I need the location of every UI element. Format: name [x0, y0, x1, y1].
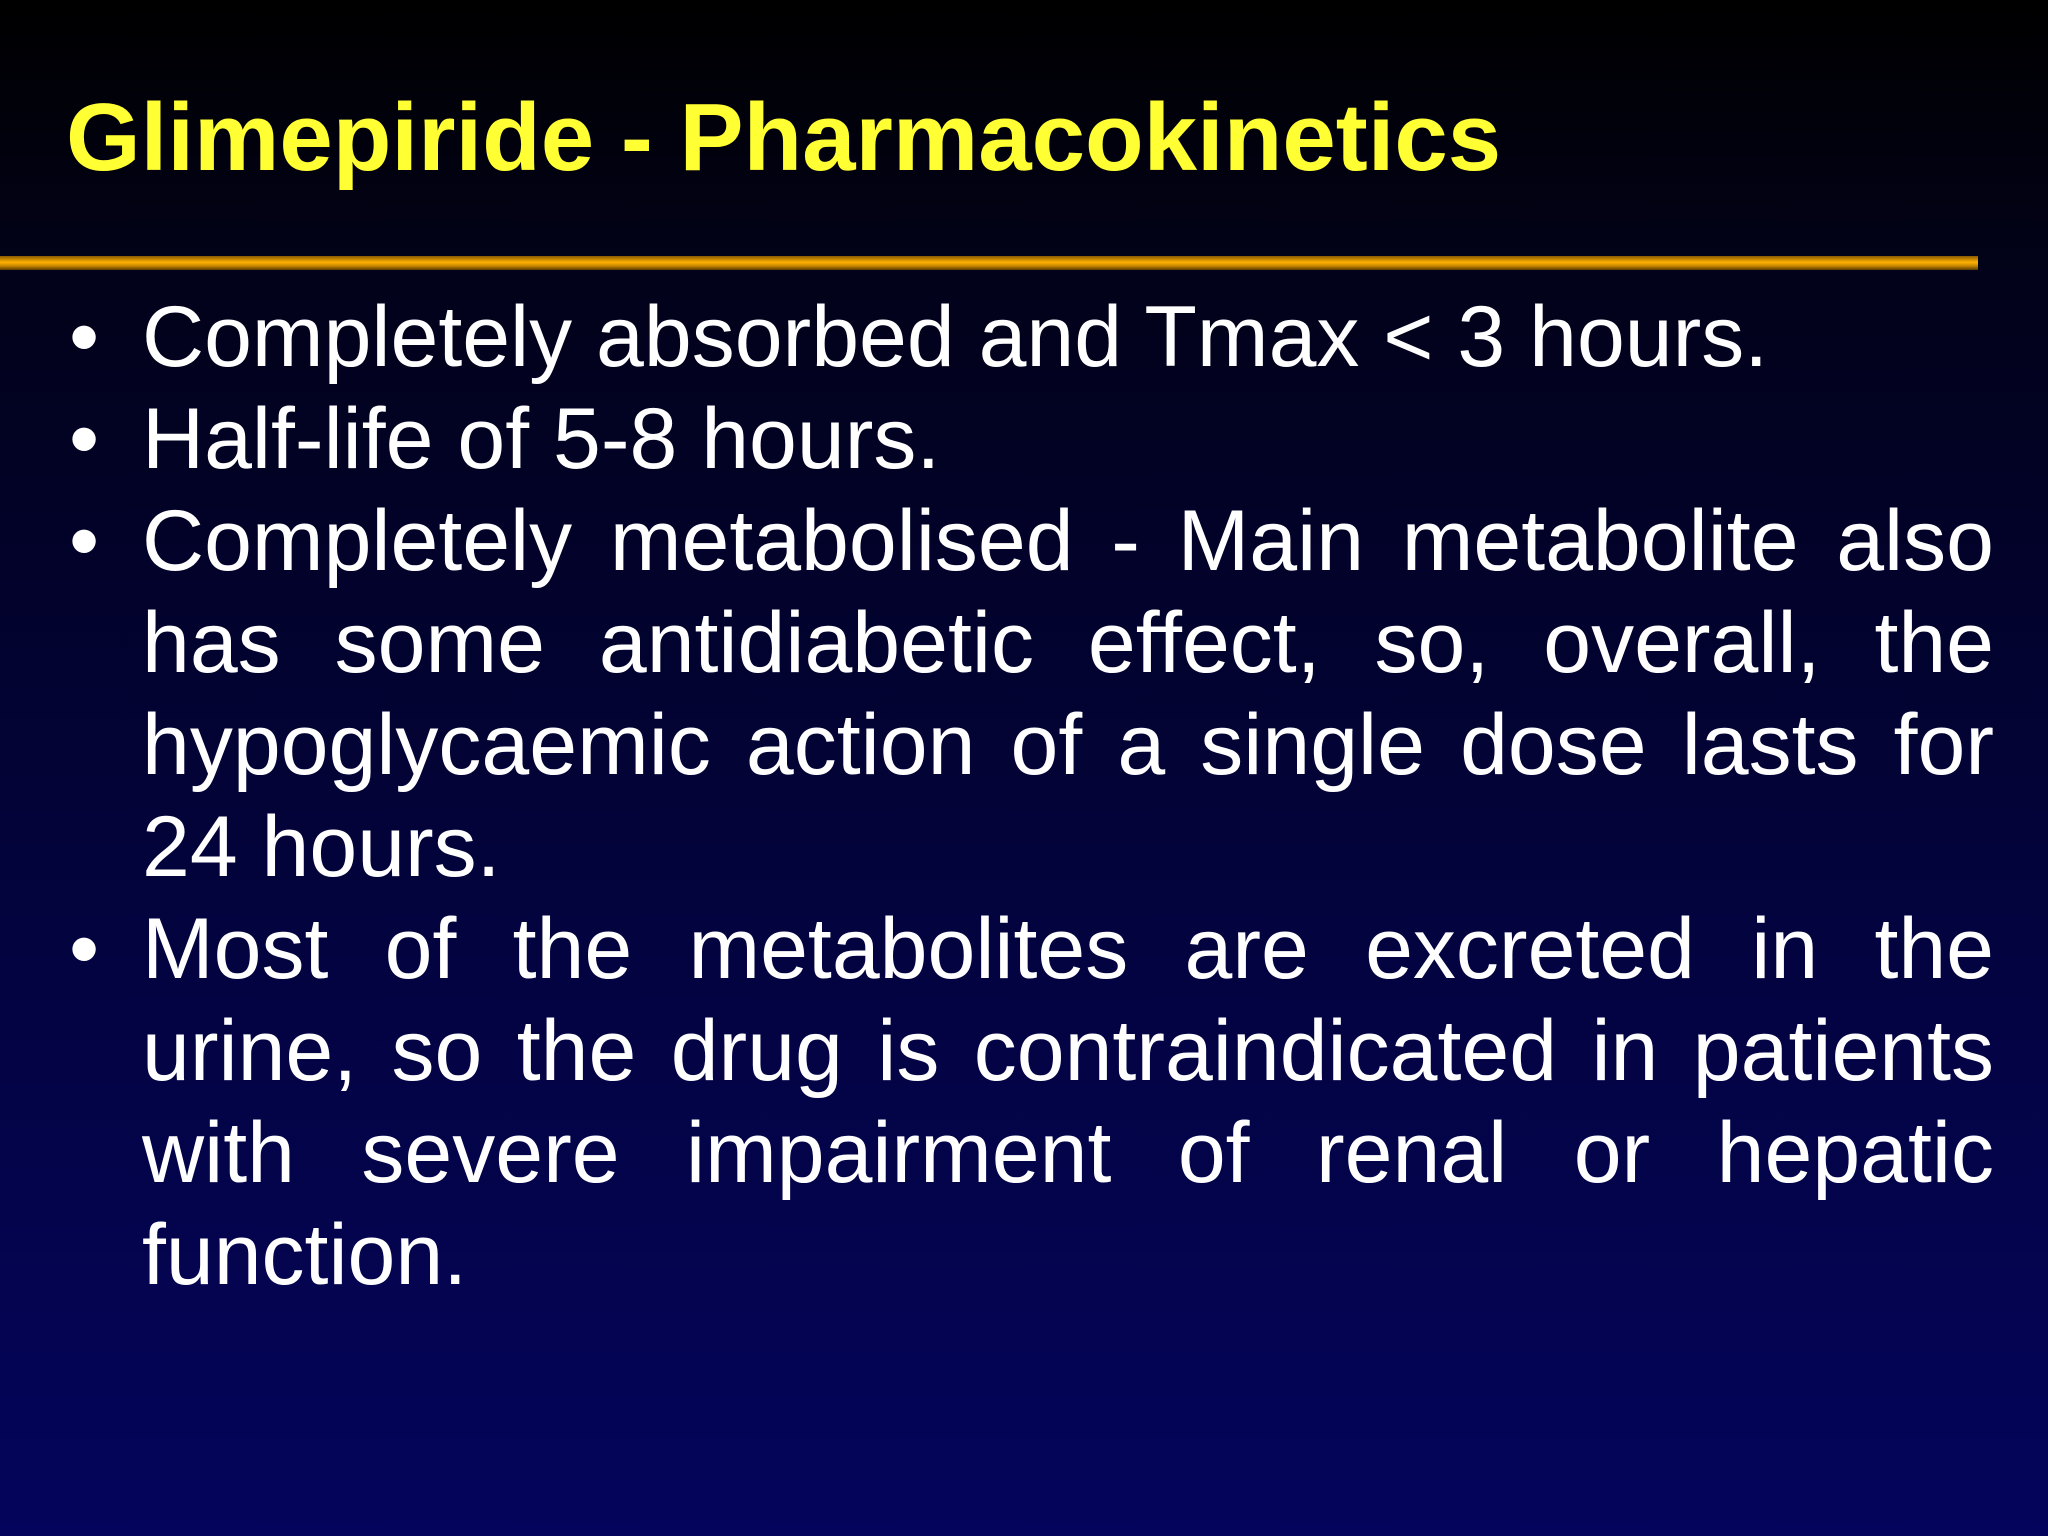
bullet-text: Completely absorbed and Tmax < 3 hours.: [142, 289, 1769, 385]
title-divider: [0, 256, 1978, 270]
bullet-dot-icon: •: [68, 493, 100, 589]
slide-title: Glimepiride - Pharmacokinetics: [66, 84, 1502, 191]
bullet-item: [64, 490, 1994, 898]
bullet-dot-icon: •: [68, 391, 100, 487]
bullet-list: [64, 286, 1994, 1306]
bullet-text: Half-life of 5-8 hours.: [142, 391, 941, 487]
bullet-item: [64, 898, 1994, 1306]
bullet-text: Most of the metabolites are excreted in the urine, so the drug is contraindicated in patients with severe impairment of renal or hepatic function.: [142, 901, 1994, 1303]
bullet-item: [64, 286, 1994, 388]
bullet-text: Completely metabolised - Main metabolite also has some antidiabetic effect, so, overall, the hypoglycaemic action of a single dose lasts for 24 hours.: [142, 493, 1994, 895]
bullet-dot-icon: •: [68, 289, 100, 385]
bullet-dot-icon: •: [68, 901, 100, 997]
bullet-item: [64, 388, 1994, 490]
